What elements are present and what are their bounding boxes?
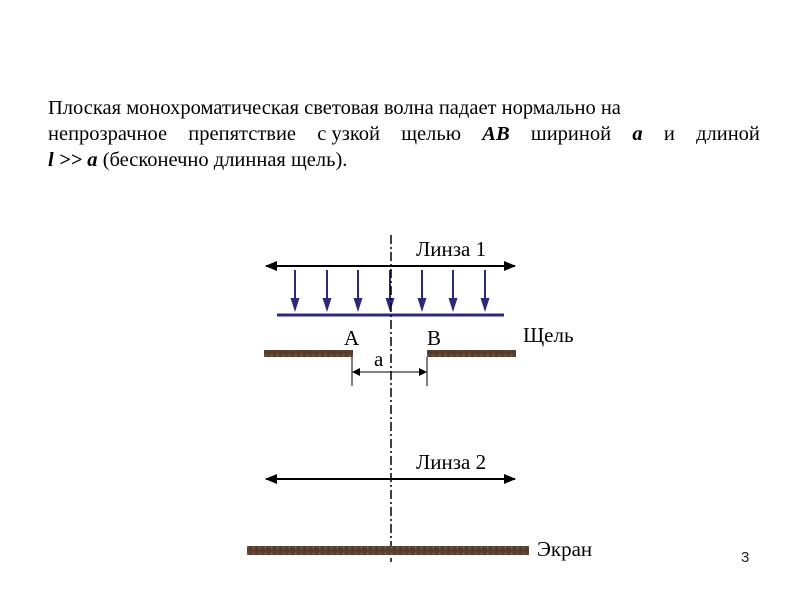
incident-ray-arrowhead xyxy=(291,298,300,312)
lens-2-label: Линза 2 xyxy=(416,450,487,474)
slit-label: Щель xyxy=(523,323,574,347)
problem-line-3-rest: (бесконечно длинная щель). xyxy=(97,149,348,171)
edge-b-label: B xyxy=(427,326,442,350)
screen-label: Экран xyxy=(537,537,593,561)
length-condition: l >> a xyxy=(48,149,98,171)
slit-variable: AB xyxy=(482,123,510,145)
incident-ray-arrowhead xyxy=(354,298,363,312)
width-label: a xyxy=(374,347,384,371)
word: шириной xyxy=(530,123,612,145)
edge-a-label: A xyxy=(344,326,360,350)
slit-barrier-left xyxy=(264,350,353,357)
word: препятствие xyxy=(188,123,297,145)
word: щелью xyxy=(401,123,462,145)
page-number: 3 xyxy=(741,549,750,566)
incident-ray-arrowhead xyxy=(386,298,395,312)
width-variable: a xyxy=(632,123,643,145)
problem-line-1: Плоская монохроматическая световая волна падает нормально на xyxy=(48,97,621,119)
word: длиной xyxy=(696,123,760,145)
word: и xyxy=(663,123,675,145)
incident-ray-arrowhead xyxy=(418,298,427,312)
word: непрозрачное xyxy=(48,123,168,145)
incident-ray-arrowhead xyxy=(481,298,490,312)
slit-barrier-right xyxy=(427,350,516,357)
word: с узкой xyxy=(317,123,381,145)
incident-ray-arrowhead xyxy=(449,298,458,312)
screen xyxy=(247,546,529,555)
incident-rays xyxy=(291,270,490,312)
incident-ray-arrowhead xyxy=(323,298,332,312)
lens-1-label: Линза 1 xyxy=(416,237,487,261)
